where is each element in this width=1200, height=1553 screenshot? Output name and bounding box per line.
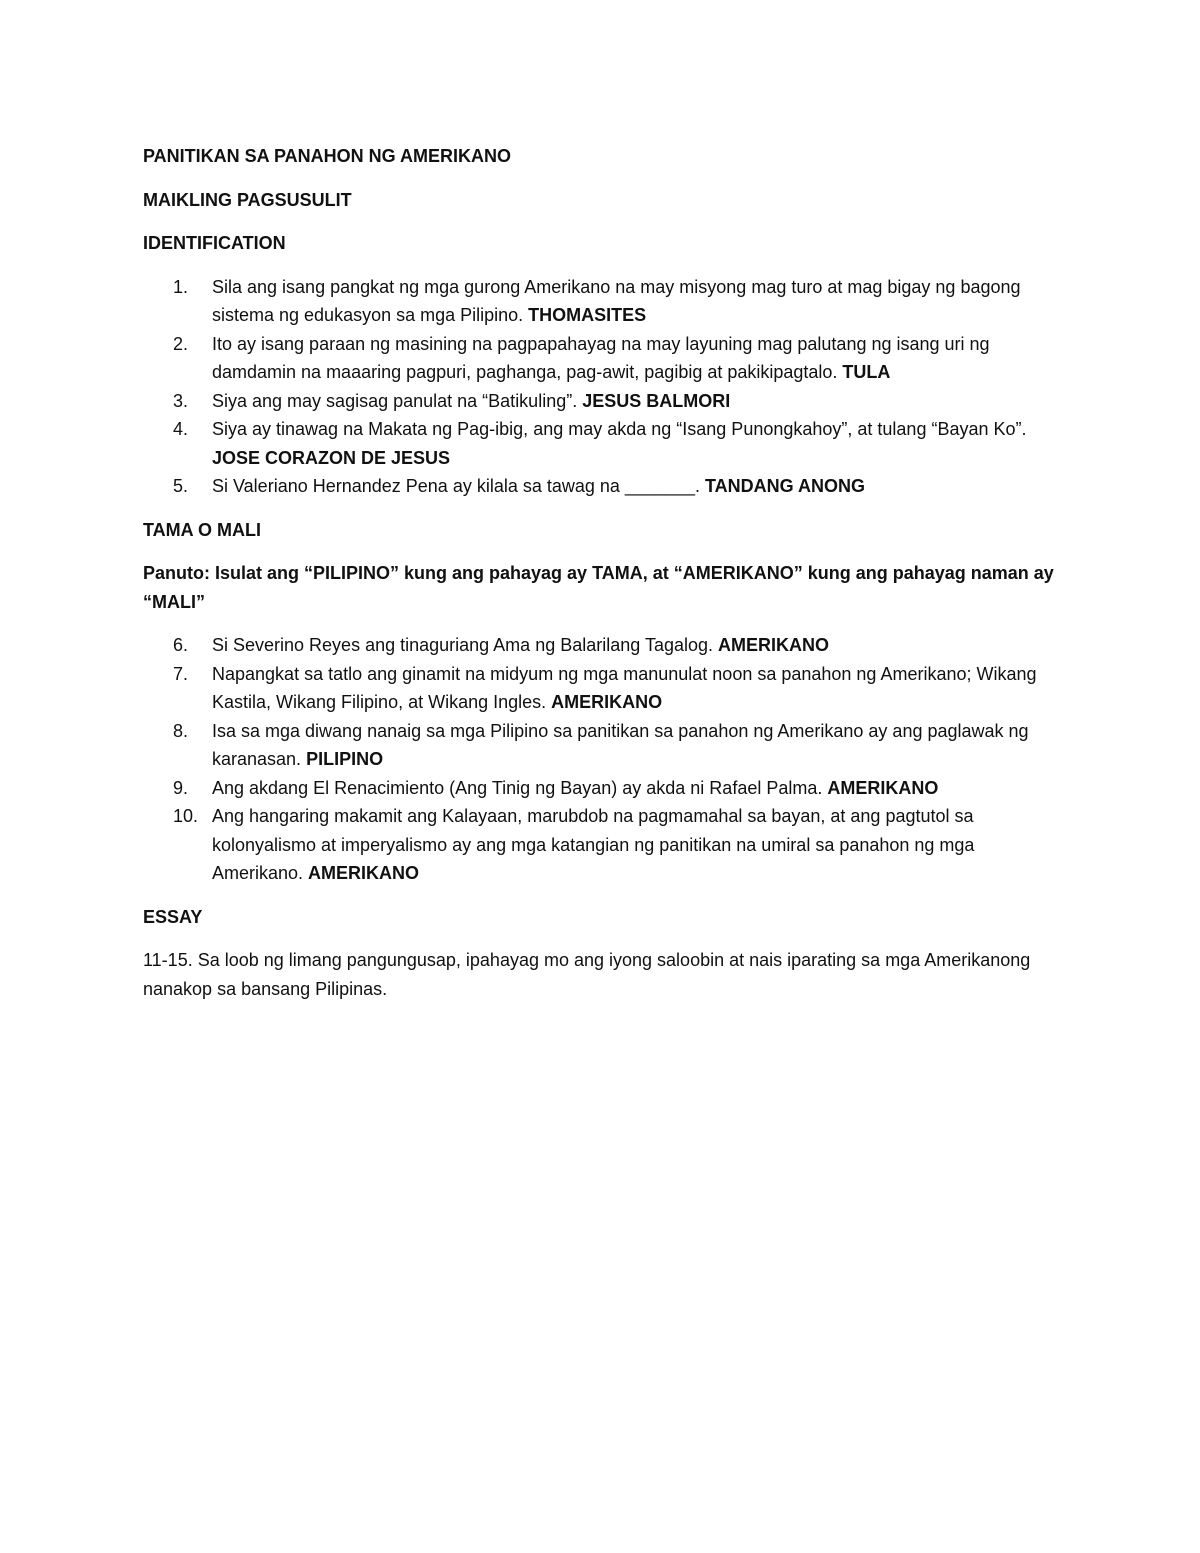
section-heading-identification: IDENTIFICATION (143, 233, 286, 253)
item-text: Ang hangaring makamit ang Kalayaan, marubdob na pagmamahal sa bayan, at ang pagtutol sa kolonyalismo at imperyalismo ay ang mga katangian ng panitikan na umiral sa panahon ng mga Amerikano. (212, 806, 975, 883)
list-item (143, 631, 1063, 660)
item-answer: PILIPINO (306, 749, 384, 769)
list-item (143, 472, 1063, 501)
item-answer: TULA (842, 362, 891, 382)
essay-prompt: 11-15. Sa loob ng limang pangungusap, ipahayag mo ang iyong saloobin at nais iparating sa mga Amerikanong nanakop sa bansang Pilipinas. (143, 950, 1031, 999)
item-number: 1. (173, 276, 189, 297)
item-answer: THOMASITES (528, 305, 647, 325)
item-text: Si Valeriano Hernandez Pena ay kilala sa tawag na _______. (212, 476, 705, 496)
item-text: Siya ang may sagisag panulat na “Batikuling”. (212, 390, 583, 411)
list-item (143, 273, 1063, 330)
item-answer: AMERIKANO (827, 777, 939, 798)
document-content (143, 142, 1063, 1003)
item-number: 4. (173, 419, 189, 439)
document-subtitle: MAIKLING PAGSUSULIT (143, 189, 352, 210)
section-heading-essay: ESSAY (143, 906, 203, 927)
item-answer: AMERIKANO (551, 692, 663, 712)
list-item (143, 717, 1063, 774)
item-text: Sila ang isang pangkat ng mga gurong Amerikano na may misyong mag turo at mag bigay ng bagong sistema ng edukasyon sa mga Pilipino. (212, 276, 1021, 325)
item-number: 2. (173, 333, 189, 354)
item-text: Ito ay isang paraan ng masining na pagpapahayag na may layuning mag palutang ng isang uri ng damdamin na maaaring pagpuri, paghanga, pag-awit, pagibig at pakikipagtalo. (212, 333, 990, 382)
item-number: 3. (173, 390, 189, 411)
item-text: Napangkat sa tatlo ang ginamit na midyum ng mga manunulat noon sa panahon ng Amerikano; Wikang Kastila, Wikang Filipino, at Wikang Ingles. (212, 663, 1037, 712)
item-answer: AMERIKANO (308, 863, 420, 883)
tama-o-mali-list (143, 631, 1063, 888)
list-item (143, 330, 1063, 387)
item-text: Ang akdang El Renacimiento (Ang Tinig ng Bayan) ay akda ni Rafael Palma. (212, 777, 828, 798)
item-answer: JESUS BALMORI (582, 390, 731, 411)
list-item (143, 415, 1063, 472)
item-answer: AMERIKANO (718, 635, 829, 655)
item-number: 5. (173, 476, 189, 496)
list-item (143, 802, 1063, 888)
list-item (143, 387, 1063, 416)
list-item (143, 774, 1063, 803)
item-answer: JOSE CORAZON DE JESUS (212, 447, 451, 468)
item-number: 7. (173, 663, 189, 684)
identification-list (143, 273, 1063, 501)
item-text: Si Severino Reyes ang tinaguriang Ama ng Balarilang Tagalog. (212, 635, 718, 655)
section-heading-tama-o-mali: TAMA O MALI (143, 519, 261, 540)
item-answer: TANDANG ANONG (705, 476, 865, 496)
item-text: Siya ay tinawag na Makata ng Pag-ibig, ang may akda ng “Isang Punongkahoy”, at tulang “Bayan Ko”. (212, 419, 1027, 439)
instruction-text: Panuto: Isulat ang “PILIPINO” kung ang pahayag ay TAMA, at “AMERIKANO” kung ang pahayag naman ay “MALI” (143, 563, 1054, 612)
item-number: 6. (173, 635, 189, 655)
item-number: 8. (173, 720, 189, 741)
list-item (143, 660, 1063, 717)
item-number: 10. (173, 806, 199, 826)
item-number: 9. (173, 777, 189, 798)
item-text: Isa sa mga diwang nanaig sa mga Pilipino sa panitikan sa panahon ng Amerikano ay ang paglawak ng karanasan. (212, 720, 1029, 769)
document-title: PANITIKAN SA PANAHON NG AMERIKANO (143, 146, 511, 166)
